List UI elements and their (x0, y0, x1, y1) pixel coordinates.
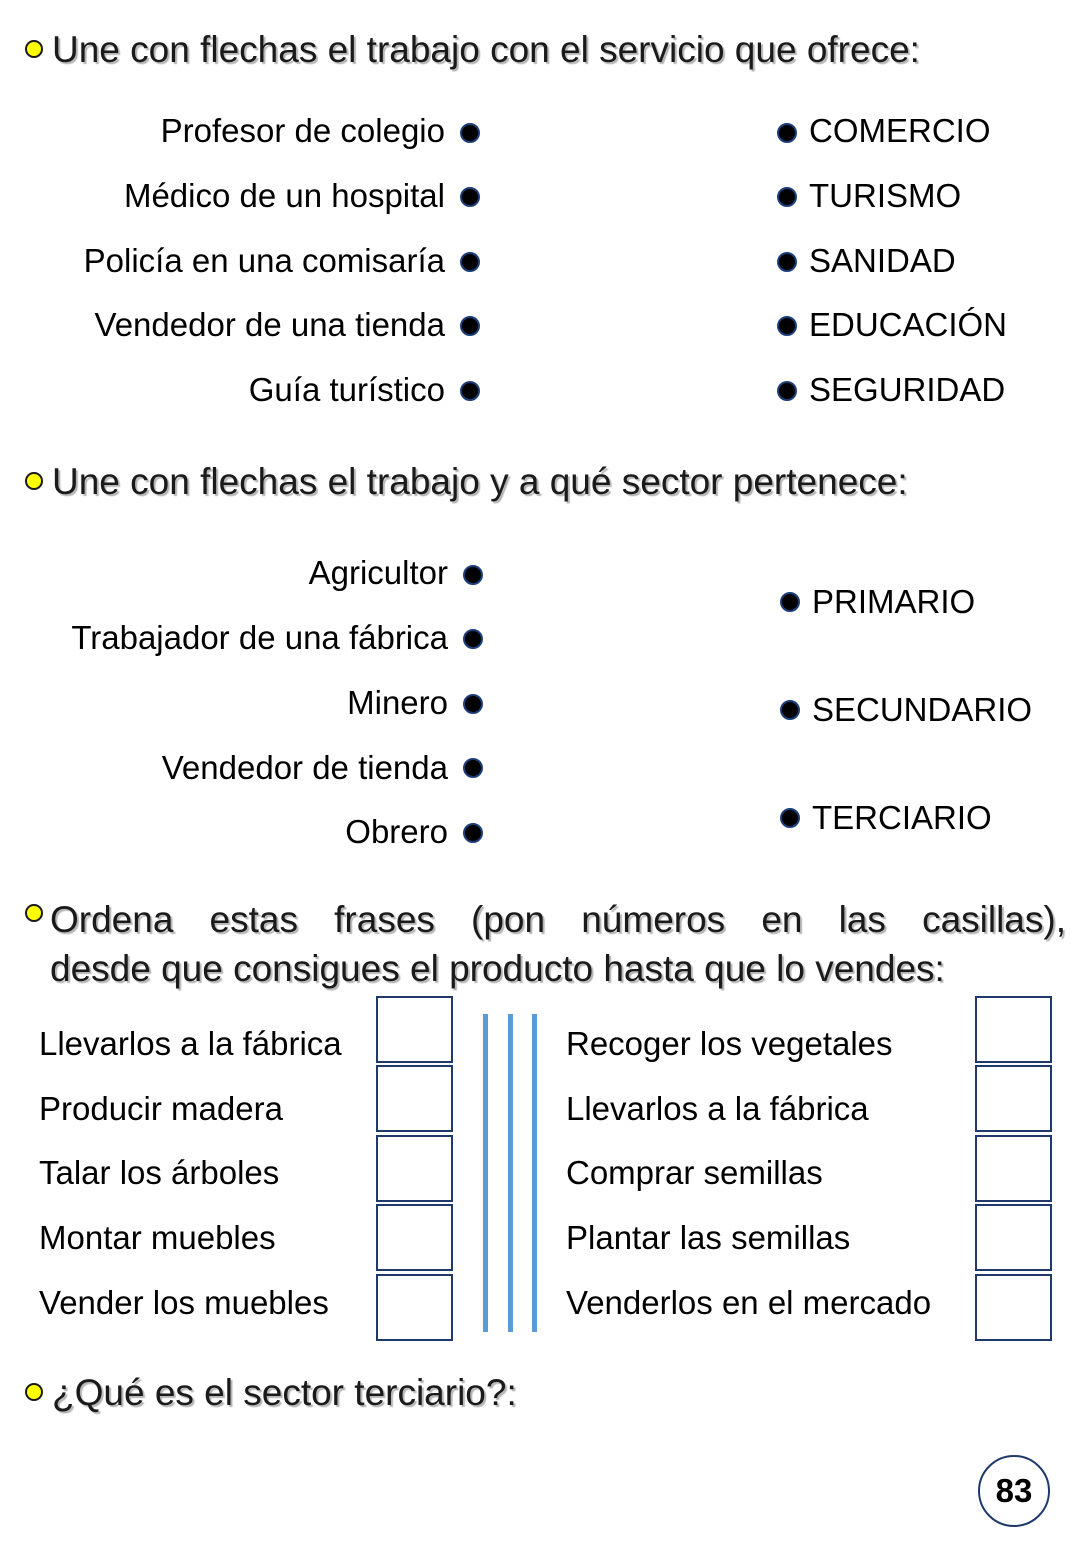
section1-heading: Une con flechas el trabajo con el servicio que ofrece: (52, 29, 920, 70)
service-item: EDUCACIÓN (809, 306, 1008, 343)
connector-dot[interactable] (460, 381, 480, 401)
job-item: Médico de un hospital (123, 177, 445, 214)
bullet-circle-icon (25, 472, 43, 490)
sector-item: PRIMARIO (812, 583, 976, 620)
order-number-box[interactable] (975, 1204, 1052, 1271)
order-number-box[interactable] (975, 1065, 1052, 1132)
service-item: COMERCIO (809, 112, 991, 149)
order-number-box[interactable] (376, 1135, 453, 1202)
section3-heading-line2: desde que consigues el producto hasta que lo vendes: (50, 948, 945, 989)
connector-dot[interactable] (777, 316, 797, 336)
order-number-box[interactable] (376, 1065, 453, 1132)
connector-dot[interactable] (780, 700, 800, 720)
order-number-box[interactable] (975, 1135, 1052, 1202)
job-item: Obrero (345, 813, 448, 850)
order-item: Venderlos en el mercado (566, 1284, 932, 1321)
page-number (978, 1455, 1050, 1527)
order-item: Comprar semillas (566, 1154, 823, 1191)
bullet-circle-icon (25, 40, 43, 58)
divider-line (532, 1014, 537, 1332)
order-number-box[interactable] (975, 1274, 1052, 1341)
connector-dot[interactable] (463, 694, 483, 714)
connector-dot[interactable] (460, 123, 480, 143)
divider-line (508, 1014, 513, 1332)
connector-dot[interactable] (460, 252, 480, 272)
order-item: Montar muebles (39, 1219, 276, 1256)
job-item: Vendedor de una tienda (94, 306, 445, 343)
job-item: Profesor de colegio (160, 112, 445, 149)
order-item: Llevarlos a la fábrica (566, 1090, 869, 1127)
order-number-box[interactable] (975, 996, 1052, 1063)
bullet-circle-icon (25, 904, 43, 922)
connector-dot[interactable] (777, 381, 797, 401)
job-item: Minero (347, 684, 448, 721)
section2-heading: Une con flechas el trabajo y a qué sector pertenece: (52, 461, 908, 502)
order-item: Recoger los vegetales (566, 1025, 893, 1062)
section4-heading: ¿Qué es el sector terciario?: (52, 1372, 517, 1413)
job-item: Agricultor (308, 554, 448, 591)
section3-heading-line1: Ordena estas frases (pon números en las casillas), (50, 899, 1066, 940)
connector-dot[interactable] (780, 808, 800, 828)
connector-dot[interactable] (460, 187, 480, 207)
order-number-box[interactable] (376, 996, 453, 1063)
connector-dot[interactable] (777, 123, 797, 143)
connector-dot[interactable] (777, 252, 797, 272)
order-item: Vender los muebles (39, 1284, 329, 1321)
bullet-circle-icon (25, 1383, 43, 1401)
connector-dot[interactable] (463, 629, 483, 649)
job-item: Vendedor de tienda (161, 749, 448, 786)
job-item: Guía turístico (248, 371, 445, 408)
page-number-text: 83 (995, 1472, 1033, 1509)
job-item: Policía en una comisaría (83, 242, 445, 279)
sector-item: TERCIARIO (812, 799, 992, 836)
connector-dot[interactable] (780, 592, 800, 612)
sector-item: SECUNDARIO (812, 691, 1033, 728)
order-item: Producir madera (39, 1090, 283, 1127)
order-item: Plantar las semillas (566, 1219, 851, 1256)
order-item: Talar los árboles (39, 1154, 280, 1191)
service-item: TURISMO (809, 177, 962, 214)
connector-dot[interactable] (463, 565, 483, 585)
order-number-box[interactable] (376, 1204, 453, 1271)
divider-line (483, 1014, 488, 1332)
order-number-box[interactable] (376, 1274, 453, 1341)
connector-dot[interactable] (463, 758, 483, 778)
service-item: SEGURIDAD (809, 371, 1006, 408)
job-item: Trabajador de una fábrica (71, 619, 448, 656)
connector-dot[interactable] (463, 823, 483, 843)
service-item: SANIDAD (809, 242, 956, 279)
order-item: Llevarlos a la fábrica (39, 1025, 342, 1062)
connector-dot[interactable] (460, 316, 480, 336)
connector-dot[interactable] (777, 187, 797, 207)
